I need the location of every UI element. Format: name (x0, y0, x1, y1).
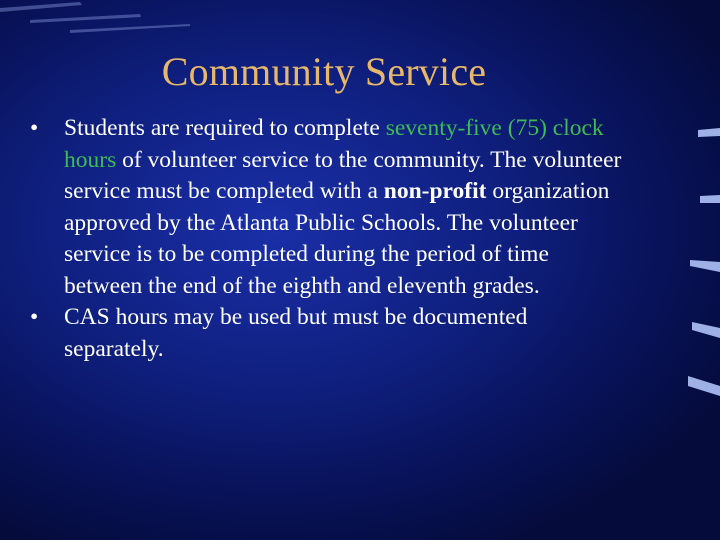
requirement-text-end: organization approved by the Atlanta Public Schools. The volunteer service is to be completed during the period of time between the end of the eighth and eleventh grades. (64, 178, 610, 299)
cas-hours-text: CAS hours may be used but must be documented separately. (64, 304, 528, 362)
bullet-list (30, 113, 630, 365)
slide-title: Community Service (161, 49, 487, 94)
required-hours-highlight: seventy-five (75) clock hours (64, 115, 604, 173)
right-edge-streaks (688, 128, 720, 396)
bullet-marker: • (30, 304, 39, 330)
bullet-item-requirement (30, 113, 630, 302)
bullet-item-cas-hours (30, 302, 630, 365)
requirement-text-middle: of volunteer service to the community. The volunteer service must be completed with a (64, 146, 622, 204)
non-profit-emphasis: non-profit (383, 178, 487, 204)
top-left-streaks (0, 2, 190, 33)
bullet-marker: • (30, 115, 39, 141)
requirement-text-start: Students are required to complete (64, 115, 386, 141)
